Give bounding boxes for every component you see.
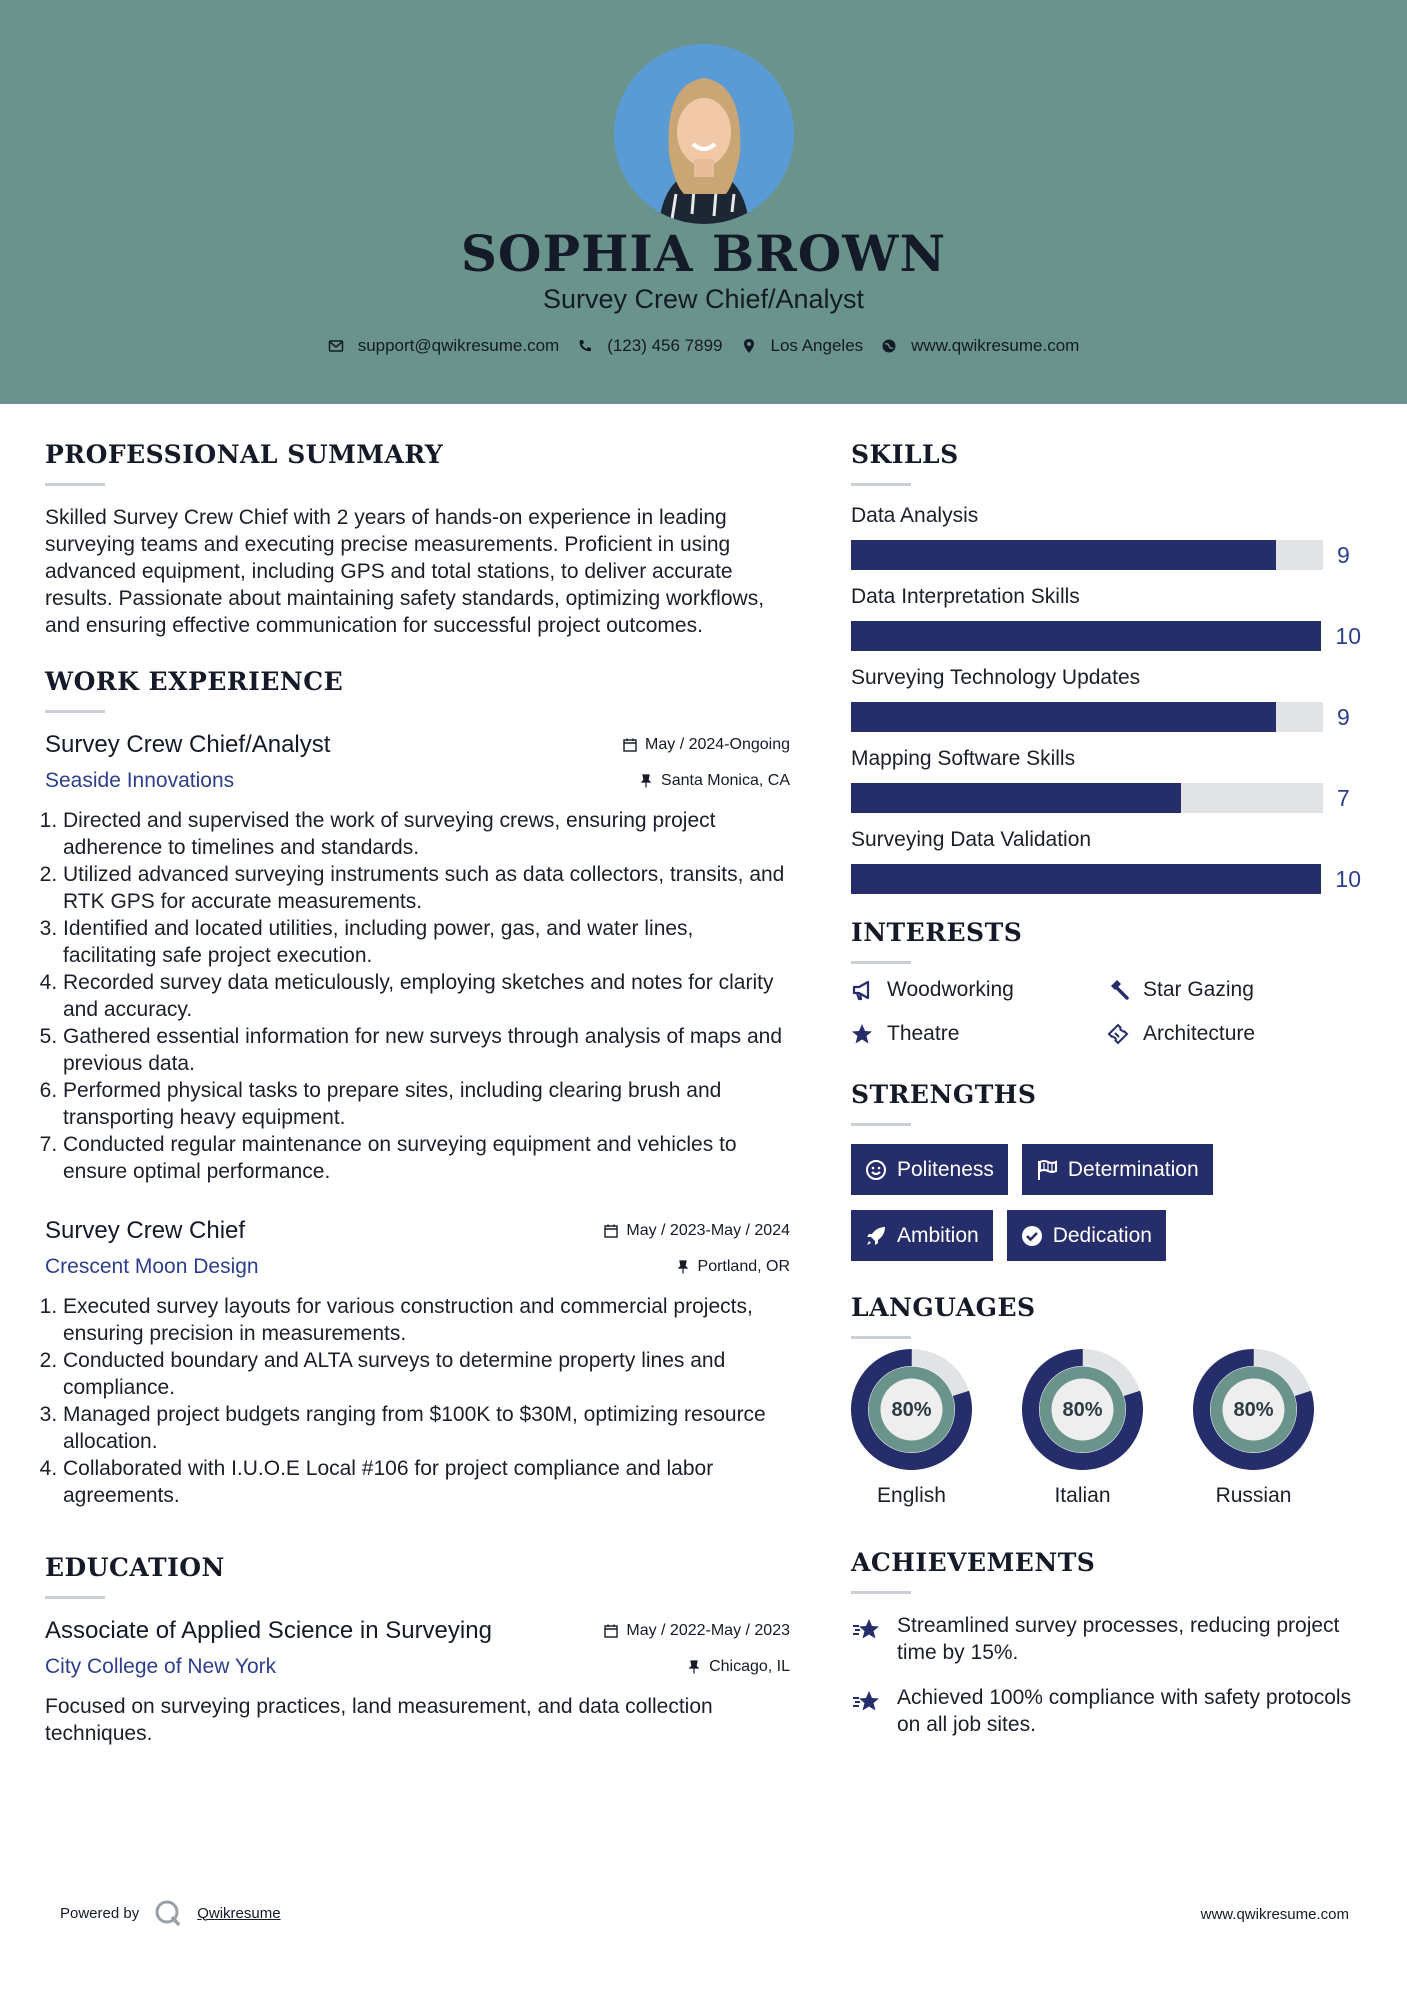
job-title: Survey Crew Chief (45, 1217, 246, 1244)
list-item: 4. Collaborated with I.U.O.E Local #106 for project compliance and labor agreements. (63, 1455, 790, 1509)
skill-name: Data Analysis (851, 504, 979, 527)
candidate-role: Survey Crew Chief/Analyst (542, 284, 865, 314)
company-name: Seaside Innovations (45, 769, 235, 792)
calendar-icon (604, 1224, 618, 1238)
pin-icon (676, 1260, 690, 1274)
globe-icon (881, 338, 897, 354)
company-name: Crescent Moon Design (45, 1255, 259, 1278)
language-item (1193, 1349, 1314, 1508)
ticket-icon (1107, 1023, 1129, 1045)
summary-title: PROFESSIONAL SUMMARY (45, 440, 444, 469)
contact-location: Los Angeles (741, 336, 864, 356)
language-percent: 80% (1233, 1399, 1274, 1421)
interest-item: Star Gazing (1107, 978, 1307, 1002)
summary-text: Skilled Survey Crew Chief with 2 years of hands-on experience in leading surveying teams and executing precise measurements. Proficient in using advanced equipment, including GPS and total stations, to deliver accurate results. Passionate about maintaining safety standards, optimizing workflows, and ensuring effective communication for successful project outcomes. (45, 506, 765, 637)
strength-tag: Dedication (1007, 1210, 1166, 1261)
list-item: 4. Recorded survey data meticulously, employing sketches and notes for clarity and accuracy. (63, 969, 790, 1023)
language-percent: 80% (891, 1399, 932, 1421)
footer-powered (60, 1898, 281, 1928)
job-date: May / 2023-May / 2024 (604, 1222, 790, 1240)
skill-bar (851, 540, 1323, 570)
megaphone-icon (851, 979, 873, 1001)
skill-bar-fill (851, 783, 1181, 813)
interests-title: INTERESTS (851, 918, 1023, 947)
powered-by-label: Powered by (60, 1904, 140, 1922)
skills-section (851, 440, 1361, 894)
education-title: EDUCATION (45, 1553, 225, 1582)
contact-phone[interactable]: (123) 456 7899 (577, 336, 722, 356)
interest-item: Woodworking (851, 978, 1107, 1002)
education-location: Chicago, IL (687, 1658, 790, 1676)
phone-icon (577, 338, 593, 354)
job-entry (45, 731, 790, 1185)
interest-item: Architecture (1107, 1022, 1307, 1046)
pin-icon (687, 1660, 701, 1674)
list-item: 1. Directed and supervised the work of surveying crews, ensuring project adherence to timelines and standards. (63, 807, 790, 861)
skill-value: 9 (1337, 703, 1350, 730)
education-date: May / 2022-May / 2023 (604, 1622, 790, 1640)
map-marker-icon (741, 338, 757, 354)
section-divider (45, 1596, 105, 1599)
interest-item: Theatre (851, 1022, 1107, 1046)
language-item (1022, 1349, 1143, 1508)
achievements-title: ACHIEVEMENTS (851, 1548, 1096, 1577)
skill-name: Surveying Data Validation (851, 828, 1092, 851)
rocket-icon (865, 1225, 887, 1247)
skill-value: 10 (1335, 622, 1361, 649)
contact-email[interactable]: support@qwikresume.com (328, 336, 560, 356)
languages-section (851, 1293, 1361, 1508)
skill-list (851, 504, 1361, 894)
section-divider (851, 1591, 911, 1594)
envelope-icon (328, 338, 344, 354)
achievement-item: Streamlined survey processes, reducing project time by 15%. (851, 1612, 1361, 1666)
languages-title: LANGUAGES (851, 1293, 1036, 1322)
achievements-section (851, 1548, 1361, 1738)
section-divider (851, 1123, 911, 1126)
language-name: Italian (1054, 1484, 1111, 1507)
education-text: Focused on surveying practices, land measurement, and data collection techniques. (45, 1695, 713, 1745)
skill-bar-fill (851, 621, 1321, 651)
job-title: Survey Crew Chief/Analyst (45, 731, 331, 758)
calendar-icon (623, 738, 637, 752)
skill-value: 10 (1335, 865, 1361, 892)
qwikresume-logo-icon (153, 1898, 183, 1928)
skill-item (851, 828, 1361, 894)
check-circle-icon (1021, 1225, 1043, 1247)
achievement-item: Achieved 100% compliance with safety protocols on all job sites. (851, 1684, 1361, 1738)
skill-item (851, 666, 1361, 732)
list-item: 1. Executed survey layouts for various construction and commercial projects, ensuring precision in measurements. (63, 1293, 790, 1347)
gavel-icon (1107, 979, 1129, 1001)
strengths-title: STRENGTHS (851, 1080, 1037, 1109)
section-divider (851, 483, 911, 486)
skill-value: 9 (1337, 541, 1350, 568)
skill-item (851, 585, 1361, 651)
calendar-icon (604, 1624, 618, 1638)
smile-icon (865, 1159, 887, 1181)
school-name: City College of New York (45, 1655, 277, 1678)
language-name: English (877, 1484, 946, 1507)
education-section (45, 1553, 790, 1747)
list-item: 3. Identified and located utilities, including power, gas, and water lines, facilitating safe project execution. (63, 915, 790, 969)
language-percent: 80% (1062, 1399, 1103, 1421)
list-item: 2. Conducted boundary and ALTA surveys to determine property lines and compliance. (63, 1347, 790, 1401)
strengths-section (851, 1080, 1361, 1261)
section-divider (851, 1336, 911, 1339)
degree-title: Associate of Applied Science in Surveying (45, 1617, 492, 1644)
strength-tag: Ambition (851, 1210, 993, 1261)
skill-bar (851, 783, 1323, 813)
candidate-name: SOPHIA BROWN (460, 224, 947, 283)
list-item: 5. Gathered essential information for new surveys through analysis of maps and previous data. (63, 1023, 790, 1077)
skill-bar-fill (851, 864, 1321, 894)
left-column (45, 440, 790, 1747)
skill-value: 7 (1337, 784, 1350, 811)
language-item (851, 1349, 972, 1508)
list-item: 2. Utilized advanced surveying instruments such as data collectors, transits, and RTK GPS for accurate measurements. (63, 861, 790, 915)
language-gauge (851, 1349, 972, 1470)
skill-bar (851, 864, 1321, 894)
list-item: 7. Conducted regular maintenance on surveying equipment and vehicles to ensure optimal performance. (63, 1131, 790, 1185)
profile-photo (614, 44, 794, 224)
list-item: 6. Performed physical tasks to prepare sites, including clearing brush and transporting heavy equipment. (63, 1077, 790, 1131)
skill-bar (851, 621, 1321, 651)
pin-icon (639, 774, 653, 788)
language-gauge (1193, 1349, 1314, 1470)
job-location: Portland, OR (676, 1258, 790, 1276)
strength-tag: Politeness (851, 1144, 1008, 1195)
contact-bar (0, 336, 1407, 356)
skill-name: Mapping Software Skills (851, 747, 1076, 770)
list-item: 3. Managed project budgets ranging from $100K to $30M, optimizing resource allocation. (63, 1401, 790, 1455)
brand-link[interactable]: Qwikresume (197, 1904, 281, 1922)
skill-item (851, 747, 1361, 813)
skill-bar-fill (851, 702, 1276, 732)
summary-section (45, 440, 790, 639)
skills-title: SKILLS (851, 440, 959, 469)
job-entry (45, 1217, 790, 1509)
flag-icon (1036, 1159, 1058, 1181)
section-divider (851, 961, 911, 964)
star-icon (851, 1023, 873, 1045)
experience-title: WORK EXPERIENCE (45, 667, 344, 696)
skill-name: Data Interpretation Skills (851, 585, 1080, 608)
contact-website[interactable]: www.qwikresume.com (881, 336, 1079, 356)
skill-bar-fill (851, 540, 1276, 570)
interests-section (851, 918, 1361, 1046)
experience-section (45, 667, 790, 1509)
header-banner (0, 0, 1407, 404)
strength-tag: Determination (1022, 1144, 1213, 1195)
job-date: May / 2024-Ongoing (623, 736, 790, 754)
duty-list (45, 807, 790, 1185)
skill-item (851, 504, 1361, 570)
award-star-icon (851, 1614, 883, 1646)
footer-url[interactable]: www.qwikresume.com (1200, 1906, 1349, 1923)
language-name: Russian (1215, 1484, 1292, 1507)
section-divider (45, 710, 105, 713)
job-location: Santa Monica, CA (639, 772, 790, 790)
duty-list (45, 1293, 790, 1509)
right-column (851, 440, 1361, 1756)
section-divider (45, 483, 105, 486)
award-star-icon (851, 1686, 883, 1718)
skill-name: Surveying Technology Updates (851, 666, 1141, 689)
language-gauge (1022, 1349, 1143, 1470)
skill-bar (851, 702, 1323, 732)
